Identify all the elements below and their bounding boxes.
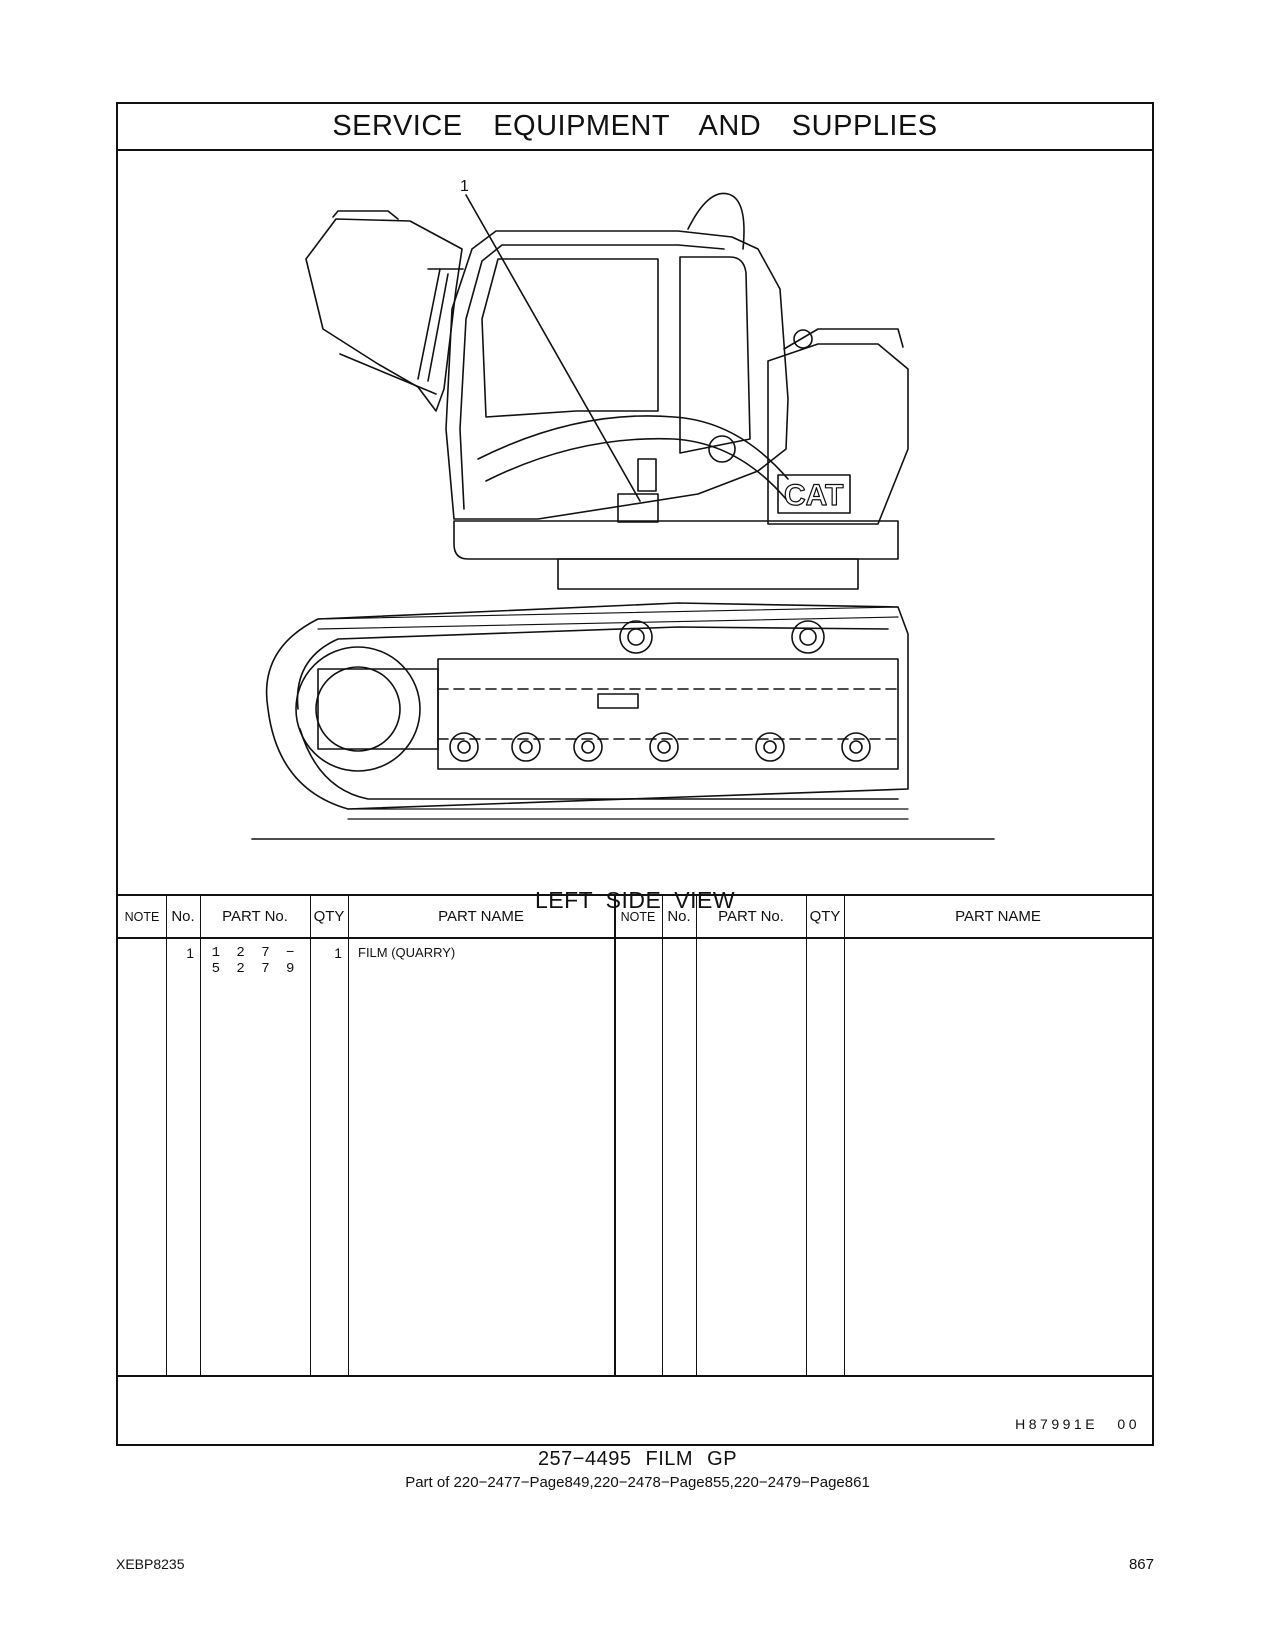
- callout-number: 1: [460, 178, 469, 195]
- header-part-no: PART No.: [222, 908, 288, 925]
- document-id: XEBP8235: [116, 1556, 185, 1572]
- page-number: 867: [1128, 1556, 1154, 1573]
- track-shoes: [318, 607, 908, 819]
- group-title: 257−4495 FILM GP: [537, 1448, 738, 1470]
- drawing-code: H87991E 00: [1015, 1416, 1140, 1432]
- page-title: SERVICE EQUIPMENT AND SUPPLIES: [118, 104, 1152, 151]
- track-rollers: [450, 733, 870, 761]
- row-no: 1: [186, 945, 194, 961]
- view-label: LEFT SIDE VIEW: [534, 887, 736, 913]
- parts-page-frame: [116, 102, 1154, 1446]
- group-subtitle: Part of 220−2477−Page849,220−2478−Page855,220−2479−Page861: [405, 1474, 870, 1491]
- cat-logo-text: CAT: [784, 479, 844, 512]
- header-part-name-2: PART NAME: [955, 908, 1041, 925]
- header-no-2: No.: [667, 908, 691, 925]
- emblem: [709, 436, 735, 462]
- header-note-2: NOTE: [620, 909, 656, 924]
- row-part-name: FILM (QUARRY): [358, 945, 456, 960]
- header-qty-2: QTY: [809, 908, 841, 925]
- open-door: [306, 219, 462, 411]
- excavator-line-art: [118, 149, 1156, 894]
- track-outline: [267, 603, 908, 809]
- door-window: [680, 257, 750, 453]
- door-handle: [638, 459, 656, 491]
- row-part-no: 1 2 7 − 5 2 7 9: [211, 945, 299, 977]
- row-qty: 1: [334, 945, 342, 961]
- header-part-name: PART NAME: [438, 908, 524, 925]
- header-note: NOTE: [124, 909, 160, 924]
- header-no: No.: [171, 908, 195, 925]
- excavator-drawing: [118, 149, 1152, 913]
- header-part-no-2: PART No.: [718, 908, 784, 925]
- parts-table-header: [118, 894, 1152, 939]
- front-window: [482, 259, 658, 417]
- idler-wheel: [296, 647, 420, 771]
- track-frame: [438, 659, 898, 769]
- parts-table-body: [118, 939, 1152, 1377]
- upper-base: [454, 521, 898, 559]
- header-qty: QTY: [313, 908, 345, 925]
